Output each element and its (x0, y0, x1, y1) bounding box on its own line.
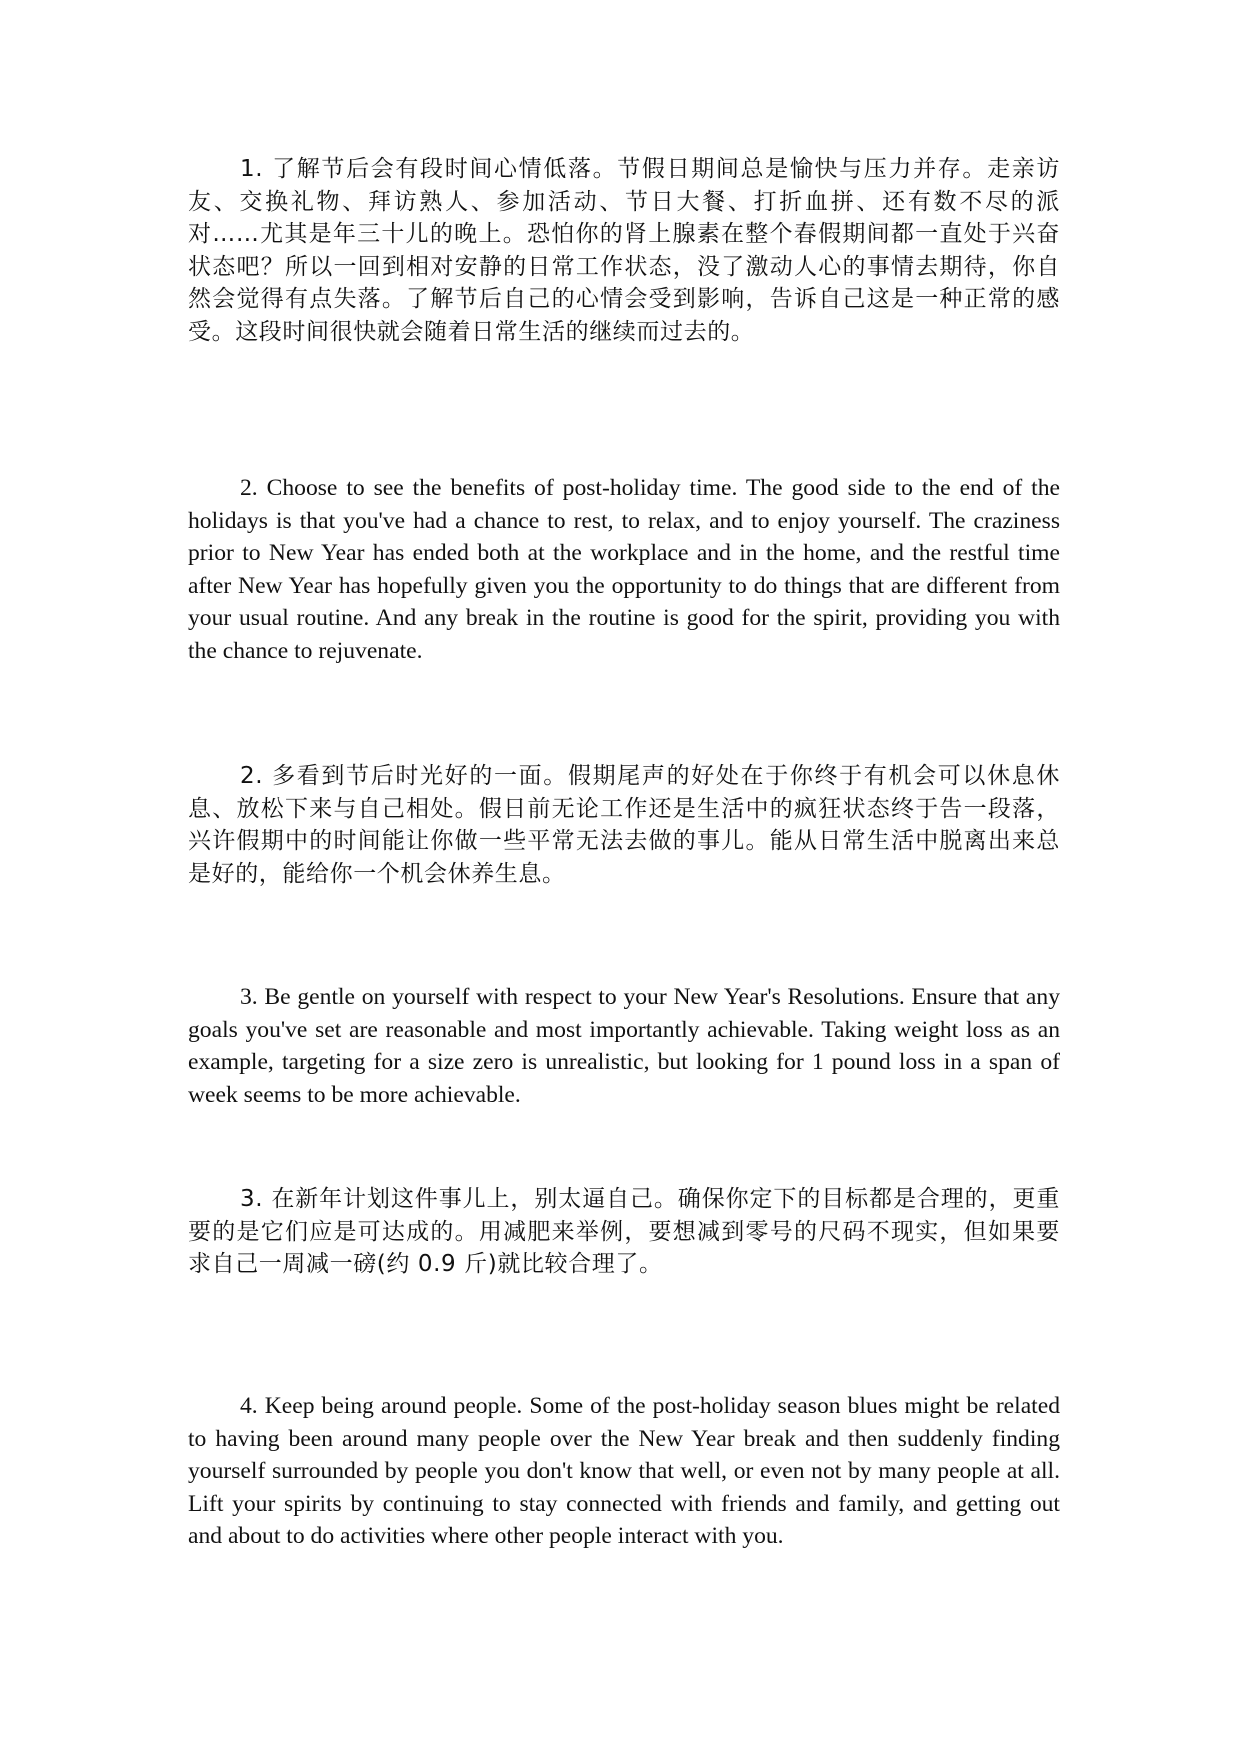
paragraph-4-en: 4. Keep being around people. Some of the post-holiday season blues might be related to having been around many people over the New Year break and then suddenly finding yourself surrounded by people you don't know that well, or even not by many people at all. Lift your spirits by continuing to stay connected with friends and family, and getting out and about to do activities where other people interact with you. (188, 1393, 1060, 1550)
paragraph-3-en: 3. Be gentle on yourself with respect to your New Year's Resolutions. Ensure that any goals you've set are reasonable and most importantly achievable. Taking weight loss as an example, targeting for a size zero is unrealistic, but looking for 1 pound loss in a span of week seems to be more achievable. (188, 984, 1060, 1108)
paragraph-2-zh: 2. 多看到节后时光好的一面。假期尾声的好处在于你终于有机会可以休息休息、放松下来与自己相处。假日前无论工作还是生活中的疯狂状态终于告一段落，兴许假期中的时间能让你做一些平常无法去做的事儿。能从日常生活中脱离出来总是好的，能给你一个机会休养生息。 (188, 763, 1060, 887)
paragraph-2-en: 2. Choose to see the benefits of post-holiday time. The good side to the end of the holidays is that you've had a chance to rest, to relax, and to enjoy yourself. The craziness prior to New Year has ended both at the workplace and in the home, and the restful time after New Year has hopefully given you the opportunity to do things that are different from your usual routine. And any break in the routine is good for the spirit, providing you with the chance to rejuvenate. (188, 475, 1060, 664)
paragraph-1-zh: 1. 了解节后会有段时间心情低落。节假日期间总是愉快与压力并存。走亲访友、交换礼物、拜访熟人、参加活动、节日大餐、打折血拼、还有数不尽的派对……尤其是年三十儿的晚上。恐怕你的肾上腺素在整个春假期间都一直处于兴奋状态吧？所以一回到相对安静的日常工作状态，没了激动人心的事情去期待，你自然会觉得有点失落。了解节后自己的心情会受到影响，告诉自己这是一种正常的感受。这段时间很快就会随着日常生活的继续而过去的。 (188, 156, 1060, 345)
paragraph-3-zh: 3. 在新年计划这件事儿上，别太逼自己。确保你定下的目标都是合理的，更重要的是它们应是可达成的。用减肥来举例，要想减到零号的尺码不现实，但如果要求自己一周减一磅(约 0.9 斤)就比较合理了。 (188, 1186, 1060, 1278)
